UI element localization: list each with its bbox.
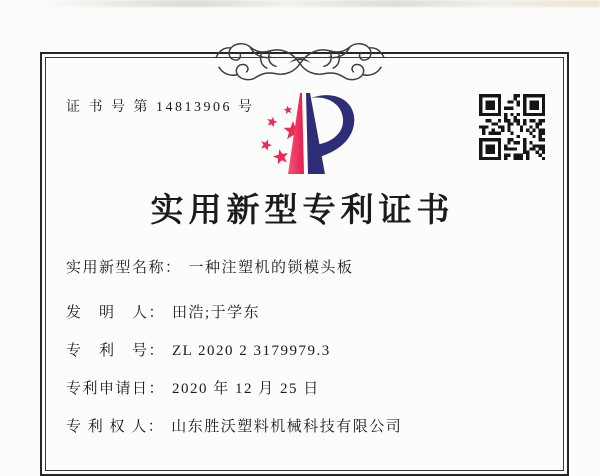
field-label: 专利申请日： [66, 381, 166, 397]
field-patentee [66, 415, 402, 436]
qr-code [479, 94, 545, 160]
field-inventors [66, 301, 260, 322]
field-value: 一种注塑机的锁模头板 [188, 260, 354, 276]
certificate-number: 证 书 号 第 14813906 号 [66, 100, 255, 115]
field-label: 实用新型名称： [66, 260, 182, 276]
cnipa-patent-logo-icon [252, 90, 367, 182]
photo-top-shadow [0, 0, 600, 7]
field-label: 发 明 人： [66, 305, 166, 321]
certificate-title: 实用新型专利证书 [150, 193, 455, 229]
flourish-ornament-icon [203, 36, 397, 82]
field-value: 田浩;于学东 [172, 305, 261, 321]
field-patent-number [66, 339, 331, 360]
field-value: 山东胜沃塑料机械科技有限公司 [171, 419, 403, 435]
field-value: ZL 2020 2 3179979.3 [172, 343, 331, 359]
field-value: 2020 年 12 月 25 日 [172, 381, 320, 397]
field-application-date [66, 377, 320, 398]
field-label: 专 利 号： [66, 343, 166, 359]
field-label: 专 利 权 人： [66, 419, 165, 435]
field-utility-model-name [66, 256, 354, 277]
